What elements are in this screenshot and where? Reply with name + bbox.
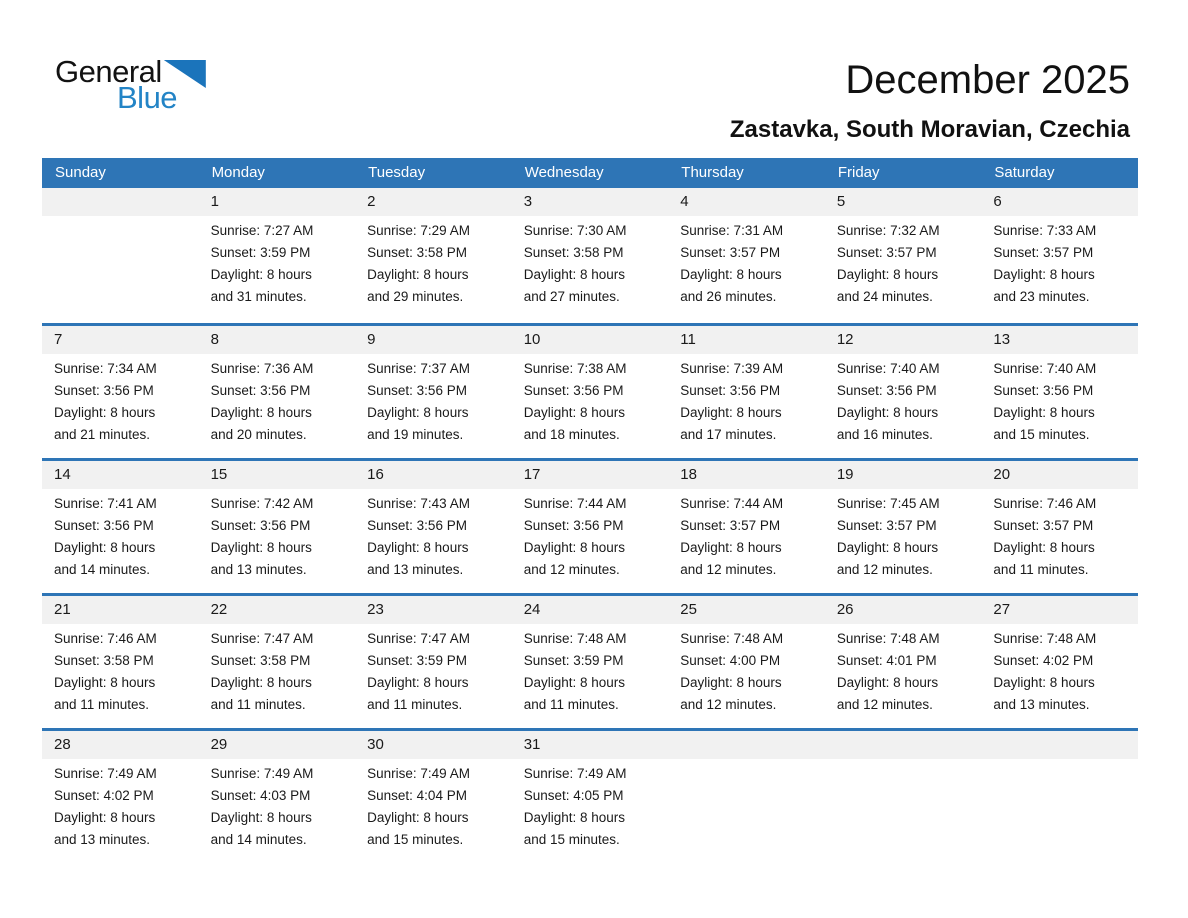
day-number: 15 [199, 461, 356, 489]
day-cell [199, 731, 356, 863]
day-number: 26 [825, 596, 982, 624]
day-cell [512, 188, 669, 323]
day-cell [668, 326, 825, 458]
sunset-text: Sunset: 4:02 PM [54, 788, 154, 803]
daylight-text: Daylight: 8 hours and 12 minutes. [836, 540, 939, 577]
day-cell [512, 596, 669, 728]
day-cell [981, 326, 1138, 458]
day-details [42, 489, 199, 581]
sunset-text: Sunset: 3:56 PM [210, 518, 311, 533]
day-details [512, 354, 669, 446]
daylight-text: Daylight: 8 hours and 31 minutes. [210, 267, 312, 304]
day-number: 11 [668, 326, 825, 354]
day-cell [42, 596, 199, 728]
day-number: 29 [199, 731, 356, 759]
sunrise-text: Sunrise: 7:46 AM [993, 496, 1097, 511]
sunrise-text: Sunrise: 7:49 AM [54, 766, 157, 781]
sunset-text: Sunset: 3:56 PM [836, 383, 937, 398]
sunset-text: Sunset: 3:56 PM [54, 518, 154, 533]
day-details [512, 216, 669, 308]
daylight-text: Daylight: 8 hours and 16 minutes. [836, 405, 939, 442]
day-details [42, 759, 199, 851]
daylight-text: Daylight: 8 hours and 12 minutes. [680, 540, 782, 577]
day-number [42, 188, 199, 216]
day-cell [668, 188, 825, 323]
day-cell [981, 461, 1138, 593]
sunset-text: Sunset: 4:04 PM [367, 788, 467, 803]
day-details [668, 489, 825, 581]
sunset-text: Sunset: 3:57 PM [993, 518, 1094, 533]
day-details [512, 624, 669, 716]
daylight-text: Daylight: 8 hours and 13 minutes. [210, 540, 312, 577]
month-title: December 2025 [845, 58, 1130, 102]
day-cell [512, 461, 669, 593]
week-row [42, 323, 1138, 458]
daylight-text: Daylight: 8 hours and 29 minutes. [367, 267, 469, 304]
day-details [199, 624, 356, 716]
day-cell [355, 731, 512, 863]
sunset-text: Sunset: 3:56 PM [210, 383, 311, 398]
day-number: 14 [42, 461, 199, 489]
daylight-text: Daylight: 8 hours and 20 minutes. [210, 405, 312, 442]
sunset-text: Sunset: 3:59 PM [523, 653, 624, 668]
sunrise-text: Sunrise: 7:38 AM [523, 361, 627, 376]
day-number: 25 [668, 596, 825, 624]
daylight-text: Daylight: 8 hours and 21 minutes. [54, 405, 156, 442]
daylight-text: Daylight: 8 hours and 15 minutes. [523, 810, 626, 847]
empty-day-cell [42, 188, 199, 323]
day-cell [355, 596, 512, 728]
day-details [42, 354, 199, 446]
day-cell [668, 461, 825, 593]
day-number: 8 [199, 326, 356, 354]
day-cell [199, 461, 356, 593]
day-cell [512, 731, 669, 863]
week-row [42, 188, 1138, 323]
sunrise-text: Sunrise: 7:41 AM [54, 496, 157, 511]
sunset-text: Sunset: 3:58 PM [367, 245, 467, 260]
day-details [668, 624, 825, 716]
day-details [199, 759, 356, 851]
daylight-text: Daylight: 8 hours and 26 minutes. [680, 267, 782, 304]
daylight-text: Daylight: 8 hours and 17 minutes. [680, 405, 782, 442]
calendar [42, 158, 1138, 863]
sunrise-text: Sunrise: 7:49 AM [367, 766, 470, 781]
day-details [668, 354, 825, 446]
daylight-text: Daylight: 8 hours and 18 minutes. [523, 405, 626, 442]
day-number: 10 [512, 326, 669, 354]
day-number: 5 [825, 188, 982, 216]
sunrise-text: Sunrise: 7:36 AM [210, 361, 314, 376]
day-number: 30 [355, 731, 512, 759]
day-details [199, 489, 356, 581]
day-number [668, 731, 825, 759]
general-blue-logo [55, 56, 206, 113]
daylight-text: Daylight: 8 hours and 14 minutes. [54, 540, 156, 577]
day-details [512, 759, 669, 851]
day-details [355, 354, 512, 446]
day-number: 13 [981, 326, 1138, 354]
weekday-label: Thursday [681, 164, 744, 181]
sunset-text: Sunset: 3:58 PM [54, 653, 154, 668]
day-cell [42, 326, 199, 458]
sunrise-text: Sunrise: 7:48 AM [680, 631, 784, 646]
day-details [825, 354, 982, 446]
sunset-text: Sunset: 3:56 PM [523, 383, 624, 398]
daylight-text: Daylight: 8 hours and 13 minutes. [54, 810, 156, 847]
sunset-text: Sunset: 4:03 PM [210, 788, 311, 803]
day-number: 3 [512, 188, 669, 216]
day-details [42, 624, 199, 716]
daylight-text: Daylight: 8 hours and 11 minutes. [523, 675, 626, 712]
day-cell [981, 188, 1138, 323]
day-cell [825, 461, 982, 593]
day-details [355, 624, 512, 716]
sunset-text: Sunset: 3:56 PM [367, 383, 467, 398]
sunset-text: Sunset: 3:59 PM [210, 245, 311, 260]
sunrise-text: Sunrise: 7:29 AM [367, 223, 470, 238]
daylight-text: Daylight: 8 hours and 12 minutes. [523, 540, 626, 577]
location-subtitle: Zastavka, South Moravian, Czechia [729, 116, 1130, 143]
day-details [355, 216, 512, 308]
day-cell [668, 596, 825, 728]
day-cell [825, 596, 982, 728]
calendar-weeks [42, 188, 1138, 863]
weekday-label: Friday [837, 164, 880, 181]
day-cell [355, 188, 512, 323]
day-cell [355, 461, 512, 593]
day-details [199, 216, 356, 308]
weekday-header [42, 158, 1138, 188]
daylight-text: Daylight: 8 hours and 13 minutes. [993, 675, 1095, 712]
empty-day-cell [981, 731, 1138, 863]
sunset-text: Sunset: 3:58 PM [210, 653, 311, 668]
logo-text-blue: Blue [117, 80, 178, 115]
sunrise-text: Sunrise: 7:44 AM [523, 496, 627, 511]
day-details [825, 489, 982, 581]
sunrise-text: Sunrise: 7:47 AM [210, 631, 314, 646]
sunrise-text: Sunrise: 7:34 AM [54, 361, 157, 376]
sunset-text: Sunset: 3:56 PM [680, 383, 781, 398]
daylight-text: Daylight: 8 hours and 27 minutes. [523, 267, 626, 304]
sunrise-text: Sunrise: 7:48 AM [993, 631, 1097, 646]
day-cell [512, 326, 669, 458]
day-cell [199, 188, 356, 323]
day-cell [825, 326, 982, 458]
sunset-text: Sunset: 3:57 PM [993, 245, 1094, 260]
day-number: 7 [42, 326, 199, 354]
day-number: 27 [981, 596, 1138, 624]
week-row [42, 593, 1138, 728]
sunset-text: Sunset: 3:58 PM [523, 245, 624, 260]
day-details [981, 624, 1138, 716]
daylight-text: Daylight: 8 hours and 11 minutes. [54, 675, 156, 712]
daylight-text: Daylight: 8 hours and 11 minutes. [210, 675, 312, 712]
day-cell [355, 326, 512, 458]
day-number [825, 731, 982, 759]
sunrise-text: Sunrise: 7:43 AM [367, 496, 470, 511]
logo-text-general: General [55, 54, 162, 89]
daylight-text: Daylight: 8 hours and 12 minutes. [836, 675, 939, 712]
day-number: 1 [199, 188, 356, 216]
daylight-text: Daylight: 8 hours and 11 minutes. [993, 540, 1095, 577]
sunrise-text: Sunrise: 7:30 AM [523, 223, 627, 238]
sunset-text: Sunset: 4:05 PM [523, 788, 624, 803]
day-number: 17 [512, 461, 669, 489]
week-row [42, 458, 1138, 593]
day-cell [981, 596, 1138, 728]
day-details [355, 489, 512, 581]
weekday-label: Tuesday [368, 164, 426, 181]
sunrise-text: Sunrise: 7:39 AM [680, 361, 784, 376]
day-number: 20 [981, 461, 1138, 489]
sunrise-text: Sunrise: 7:42 AM [210, 496, 314, 511]
day-number: 21 [42, 596, 199, 624]
day-details [981, 489, 1138, 581]
day-cell [199, 596, 356, 728]
empty-day-cell [668, 731, 825, 863]
sunset-text: Sunset: 3:57 PM [680, 245, 781, 260]
day-details [825, 624, 982, 716]
sunrise-text: Sunrise: 7:47 AM [367, 631, 470, 646]
day-details [981, 354, 1138, 446]
daylight-text: Daylight: 8 hours and 24 minutes. [836, 267, 939, 304]
day-cell [199, 326, 356, 458]
day-number: 4 [668, 188, 825, 216]
daylight-text: Daylight: 8 hours and 19 minutes. [367, 405, 469, 442]
sunset-text: Sunset: 4:02 PM [993, 653, 1094, 668]
daylight-text: Daylight: 8 hours and 15 minutes. [993, 405, 1095, 442]
daylight-text: Daylight: 8 hours and 12 minutes. [680, 675, 782, 712]
sunset-text: Sunset: 4:01 PM [836, 653, 937, 668]
sunrise-text: Sunrise: 7:33 AM [993, 223, 1097, 238]
sunrise-text: Sunrise: 7:44 AM [680, 496, 784, 511]
sunset-text: Sunset: 3:56 PM [54, 383, 154, 398]
header-titles [730, 58, 1130, 144]
day-details [668, 216, 825, 308]
sunset-text: Sunset: 3:56 PM [523, 518, 624, 533]
weekday-label: Wednesday [524, 164, 604, 181]
sunrise-text: Sunrise: 7:49 AM [523, 766, 627, 781]
daylight-text: Daylight: 8 hours and 13 minutes. [367, 540, 469, 577]
daylight-text: Daylight: 8 hours and 15 minutes. [367, 810, 469, 847]
day-number: 16 [355, 461, 512, 489]
daylight-text: Daylight: 8 hours and 11 minutes. [367, 675, 469, 712]
sunset-text: Sunset: 3:57 PM [836, 518, 937, 533]
day-cell [825, 188, 982, 323]
day-number [981, 731, 1138, 759]
day-cell [42, 731, 199, 863]
sunset-text: Sunset: 3:57 PM [680, 518, 781, 533]
daylight-text: Daylight: 8 hours and 23 minutes. [993, 267, 1095, 304]
sunrise-text: Sunrise: 7:32 AM [836, 223, 940, 238]
sunrise-text: Sunrise: 7:46 AM [54, 631, 157, 646]
sunset-text: Sunset: 3:59 PM [367, 653, 467, 668]
day-cell [42, 461, 199, 593]
day-details [512, 489, 669, 581]
day-number: 6 [981, 188, 1138, 216]
day-number: 22 [199, 596, 356, 624]
sunrise-text: Sunrise: 7:48 AM [523, 631, 627, 646]
day-number: 31 [512, 731, 669, 759]
daylight-text: Daylight: 8 hours and 14 minutes. [210, 810, 312, 847]
day-number: 12 [825, 326, 982, 354]
sunrise-text: Sunrise: 7:40 AM [993, 361, 1097, 376]
week-row [42, 728, 1138, 863]
empty-day-cell [825, 731, 982, 863]
day-details [199, 354, 356, 446]
day-number: 2 [355, 188, 512, 216]
day-number: 18 [668, 461, 825, 489]
weekday-label: Monday [211, 164, 265, 181]
sunrise-text: Sunrise: 7:49 AM [210, 766, 314, 781]
day-number: 23 [355, 596, 512, 624]
sunrise-text: Sunrise: 7:27 AM [210, 223, 314, 238]
sunrise-text: Sunrise: 7:40 AM [836, 361, 940, 376]
sunset-text: Sunset: 3:56 PM [367, 518, 467, 533]
day-details [981, 216, 1138, 308]
sunset-text: Sunset: 3:56 PM [993, 383, 1094, 398]
day-details [825, 216, 982, 308]
sunrise-text: Sunrise: 7:37 AM [367, 361, 470, 376]
day-number: 19 [825, 461, 982, 489]
sunrise-text: Sunrise: 7:48 AM [836, 631, 940, 646]
day-number: 9 [355, 326, 512, 354]
day-details [355, 759, 512, 851]
sunrise-text: Sunrise: 7:45 AM [836, 496, 940, 511]
weekday-label: Sunday [55, 164, 106, 181]
day-number: 28 [42, 731, 199, 759]
day-number: 24 [512, 596, 669, 624]
weekday-label: Saturday [994, 164, 1055, 181]
sunrise-text: Sunrise: 7:31 AM [680, 223, 784, 238]
sunset-text: Sunset: 4:00 PM [680, 653, 781, 668]
sunset-text: Sunset: 3:57 PM [836, 245, 937, 260]
